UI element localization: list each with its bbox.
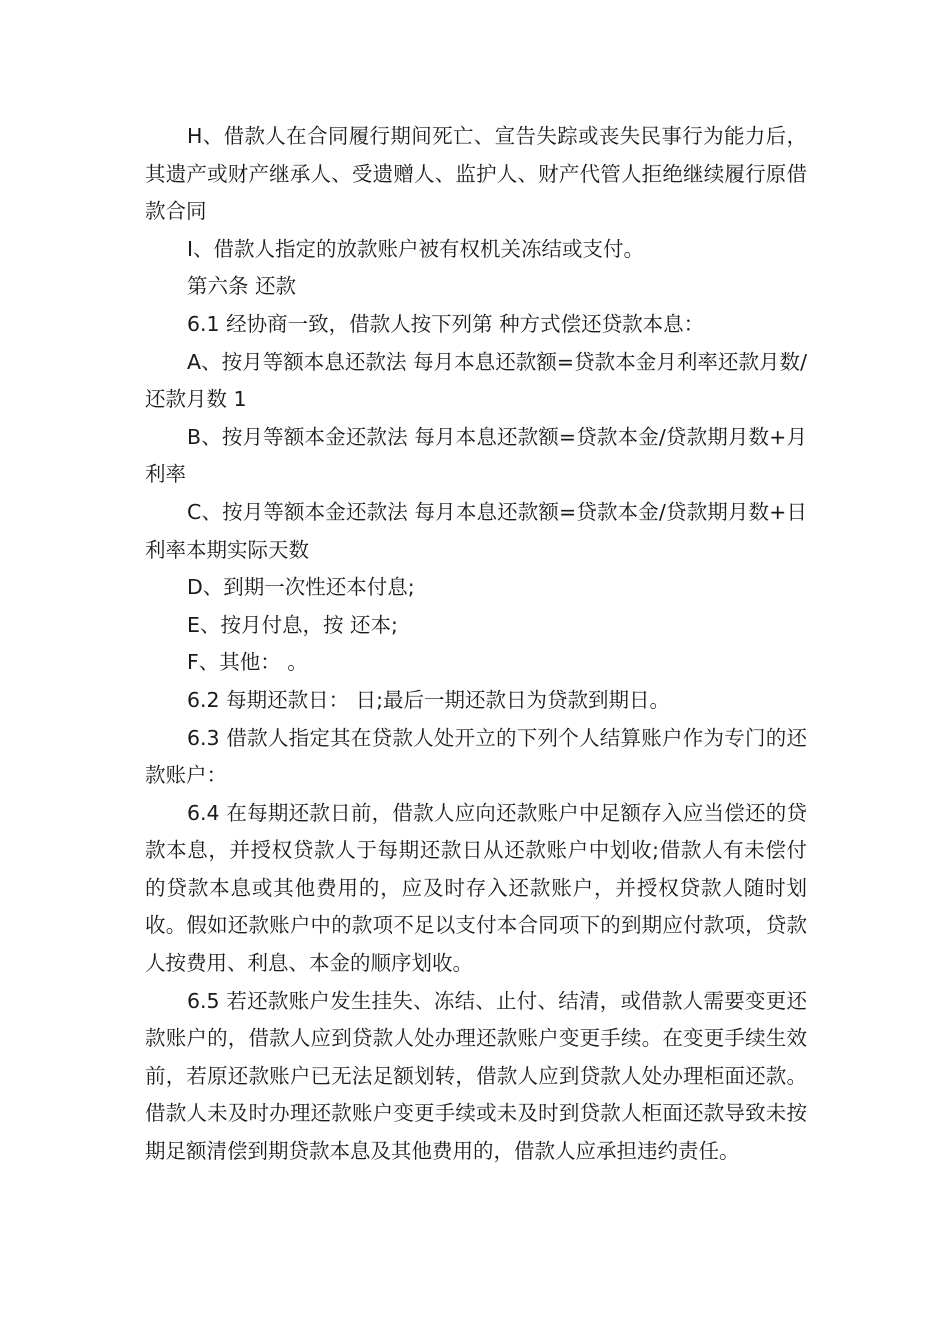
paragraph-6-5: 6.5 若还款账户发生挂失、冻结、止付、结清，或借款人需要变更还款账户的，借款人应到贷款人处办理还款账户变更手续。在变更手续生效前，若原还款账户已无法足额划转，借款人应到贷款人处办理柜面还款。借款人未及时办理还款账户变更手续或未及时到贷款人柜面还款导致未按期足额清偿到期贷款本息及其他费用的，借款人应承担违约责任。 (145, 988, 807, 1164)
paragraph-option-c: C、按月等额本金还款法 每月本息还款额=贷款本金/贷款期月数+日利率本期实际天数 (145, 499, 807, 562)
paragraph-6-4: 6.4 在每期还款日前，借款人应向还款账户中足额存入应当偿还的贷款本息，并授权贷款人于每期还款日从还款账户中划收;借款人有未偿付的贷款本息或其他费用的，应及时存入还款账户，并授权贷款人随时划收。假如还款账户中的款项不足以支付本合同项下的到期应付款项，贷款人按费用、利息、本金的顺序划收。 (145, 800, 807, 976)
paragraph-6-2: 6.2 每期还款日： 日;最后一期还款日为贷款到期日。 (187, 687, 671, 712)
document-body (145, 118, 807, 1171)
paragraph-option-e: E、按月付息，按 还本; (187, 612, 398, 637)
paragraph-option-f: F、其他： 。 (187, 650, 308, 675)
paragraph-option-a: A、按月等额本息还款法 每月本息还款额=贷款本金月利率还款月数/还款月数 1 (145, 349, 807, 412)
paragraph-option-b: B、按月等额本金还款法 每月本息还款额=贷款本金/贷款期月数+月利率 (145, 424, 807, 487)
paragraph-clause-h: H、借款人在合同履行期间死亡、宣告失踪或丧失民事行为能力后，其遗产或财产继承人、受遗赠人、监护人、财产代管人拒绝继续履行原借款合同 (145, 124, 807, 224)
paragraph-option-d: D、到期一次性还本付息; (187, 575, 415, 600)
paragraph-6-1: 6.1 经协商一致，借款人按下列第 种方式偿还贷款本息： (187, 311, 705, 336)
section-heading-article-6: 第六条 还款 (187, 274, 297, 299)
paragraph-6-3: 6.3 借款人指定其在贷款人处开立的下列个人结算账户作为专门的还款账户： (145, 725, 807, 788)
paragraph-clause-i: I、借款人指定的放款账户被有权机关冻结或支付。 (187, 236, 645, 261)
